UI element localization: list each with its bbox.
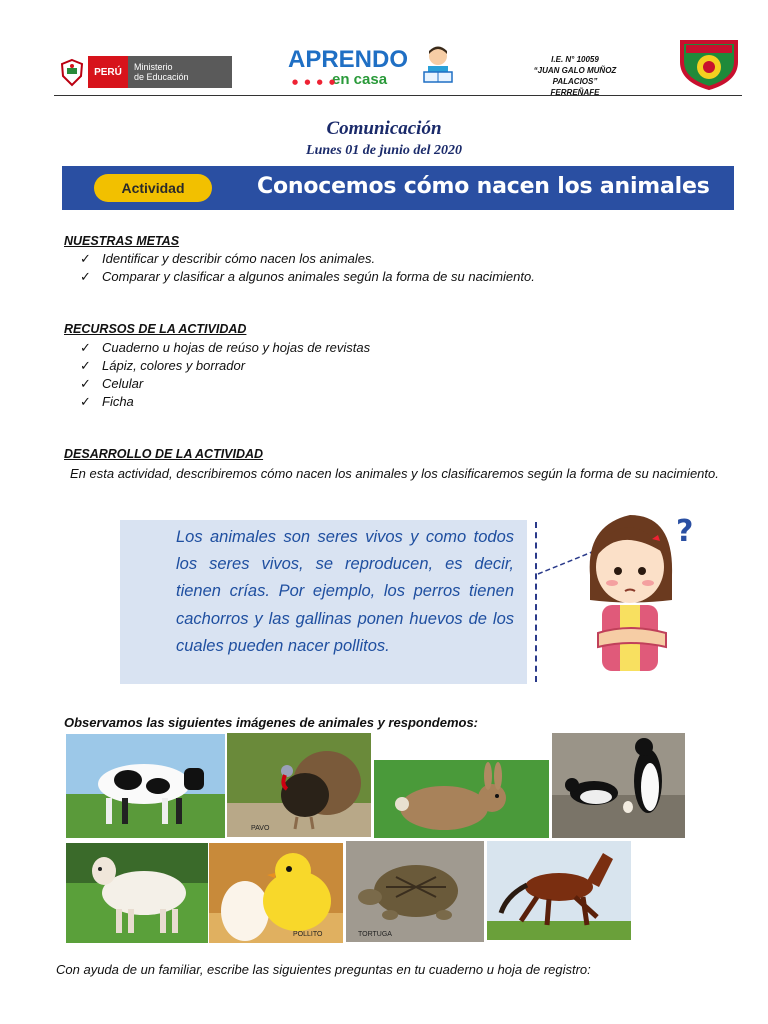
checkmark-icon: ✓ <box>80 269 91 284</box>
header-divider <box>54 95 742 96</box>
peru-ministry-logo <box>58 56 232 88</box>
dashed-divider <box>535 522 537 682</box>
list-item: ✓ Celular <box>80 376 144 391</box>
penguin-icon <box>552 733 685 838</box>
school-info <box>520 54 630 98</box>
checkmark-icon: ✓ <box>80 376 91 391</box>
list-item: ✓ Lápiz, colores y borrador <box>80 358 246 373</box>
school-city: FERREÑAFE <box>550 88 600 97</box>
photo-chick <box>209 843 343 943</box>
info-box <box>120 520 527 684</box>
photo-horse <box>487 841 631 940</box>
photo-rabbit <box>374 760 549 838</box>
metas-list <box>80 250 535 286</box>
thinking-girl-icon <box>580 505 694 675</box>
activity-banner <box>62 166 734 210</box>
colored-dots-icon: ● ● ● ● <box>292 78 338 86</box>
checkmark-icon: ✓ <box>80 340 91 355</box>
turtle-icon <box>346 841 484 942</box>
reading-kid-icon <box>418 44 458 88</box>
list-item: ✓ Comparar y clasificar a algunos animales según la forma de su nacimiento. <box>80 269 535 284</box>
ministry-line1: Ministerio <box>134 62 173 72</box>
info-box-text: Los animales son seres vivos y como todos los seres vivos, se reproducen, es decir, tienen crías. Por ejemplo, los perros tienen cachorros y las gallinas ponen huevos de los cuales pueden nacer pollitos. <box>176 528 514 655</box>
aprendo-en-casa-logo <box>288 48 408 92</box>
school-crest-icon <box>678 38 740 90</box>
photo-sheep <box>66 843 208 943</box>
sheep-icon <box>66 843 208 943</box>
photo-turtle <box>346 841 484 942</box>
photo-caption-turkey: PAVO <box>251 825 270 832</box>
rabbit-icon <box>374 760 549 838</box>
chick-icon <box>209 843 343 943</box>
aprendo-word: APRENDO <box>288 46 409 73</box>
photo-penguin <box>552 733 685 838</box>
observe-instruction: Observamos las siguientes imágenes de animales y respondemos: <box>64 715 479 730</box>
activity-badge: Actividad <box>94 174 212 202</box>
ministry-label <box>128 56 232 88</box>
checkmark-icon: ✓ <box>80 358 91 373</box>
peru-label: PERÚ <box>88 56 128 88</box>
school-name: “JUAN GALO MUÑOZ PALACIOS” <box>533 66 617 86</box>
school-number: I.E. N° 10059 <box>551 55 599 64</box>
photo-caption-chick: POLLITO <box>293 931 323 938</box>
activity-title: Conocemos cómo nacen los animales <box>257 174 710 199</box>
checkmark-icon: ✓ <box>80 394 91 409</box>
horse-icon <box>487 841 631 940</box>
peru-shield-icon <box>58 57 86 87</box>
ministry-line2: de Educación <box>134 72 189 82</box>
en-casa-word: en casa <box>332 71 388 88</box>
turkey-icon <box>227 733 371 837</box>
photo-turkey <box>227 733 371 837</box>
lesson-date: Lunes 01 de junio del 2020 <box>306 143 462 158</box>
cow-icon <box>66 734 225 838</box>
desarrollo-heading: DESARROLLO DE LA ACTIVIDAD <box>64 447 264 461</box>
svg-text:?: ? <box>676 514 694 549</box>
list-item: ✓ Ficha <box>80 394 134 409</box>
list-item: ✓ Identificar y describir cómo nacen los animales. <box>80 251 376 266</box>
subject-title: Comunicación <box>326 118 442 139</box>
photo-cow <box>66 734 225 838</box>
closing-instruction: Con ayuda de un familiar, escribe las siguientes preguntas en tu cuaderno u hoja de registro: <box>56 962 591 977</box>
photo-caption-turtle: TORTUGA <box>358 931 392 938</box>
checkmark-icon: ✓ <box>80 251 91 266</box>
desarrollo-text: En esta actividad, describiremos cómo nacen los animales y los clasificaremos según la forma de su nacimiento. <box>70 466 719 481</box>
metas-heading: NUESTRAS METAS <box>64 234 180 248</box>
recursos-heading: RECURSOS DE LA ACTIVIDAD <box>64 322 247 336</box>
recursos-list <box>80 339 370 411</box>
list-item: ✓ Cuaderno u hojas de reúso y hojas de revistas <box>80 340 371 355</box>
